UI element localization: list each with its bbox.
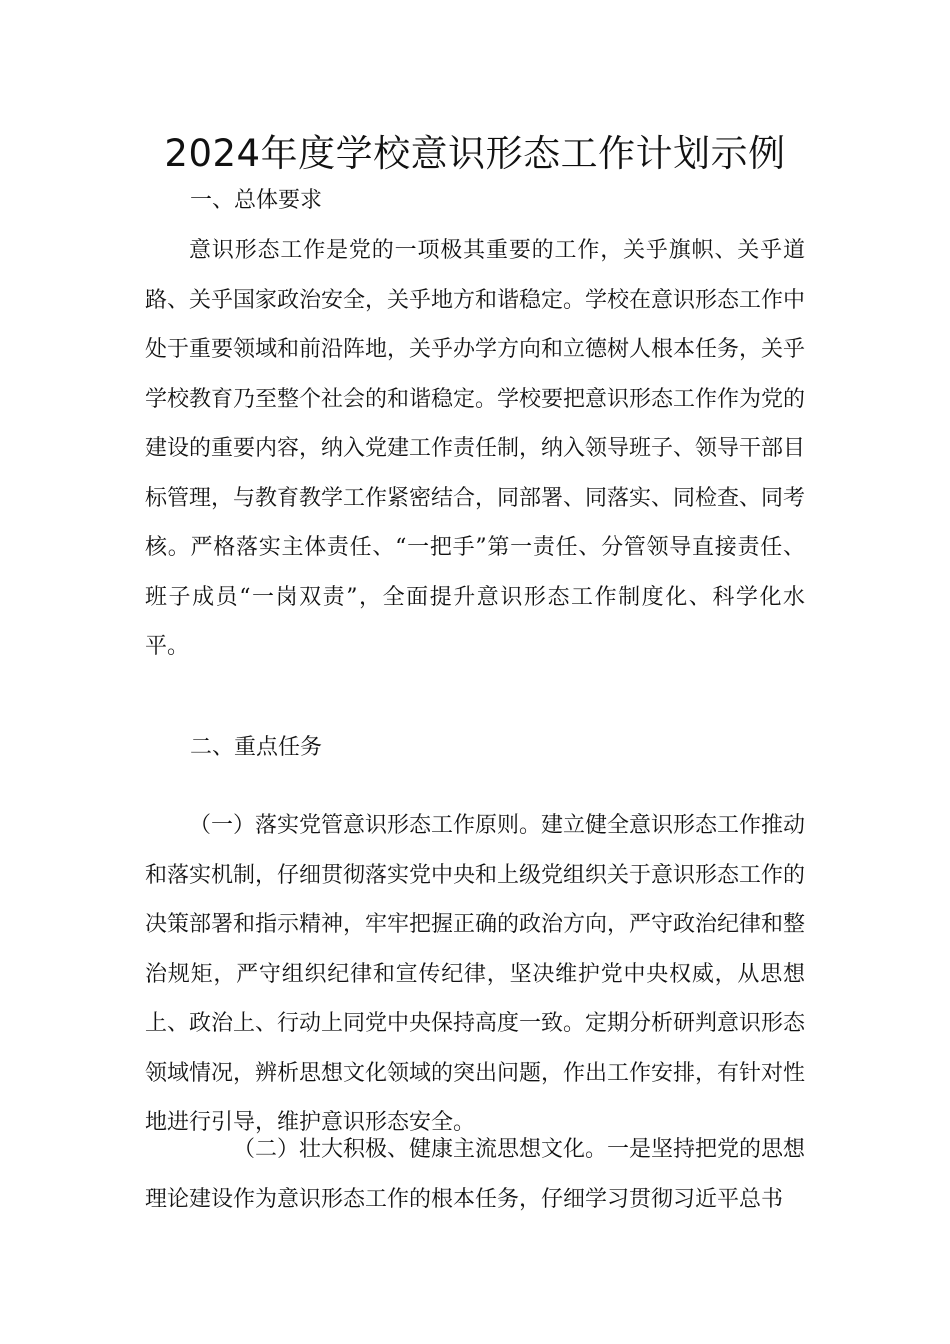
paragraph-general-requirements: 意识形态工作是党的一项极其重要的工作，关乎旗帜、关乎道路、关乎国家政治安全，关乎地方和谐稳定。学校在意识形态工作中处于重要领域和前沿阵地，关乎办学方向和立德树人根本任务，关乎学校教育乃至整个社会的和谐稳定。学校要把意识形态工作作为党的建设的重要内容，纳入党建工作责任制，纳入领导班子、领导干部目标管理，与教育教学工作紧密结合，同部署、同落实、同检查、同考核。严格落实主体责任、“一把手”第一责任、分管领导直接责任、班子成员“一岗双责”，全面提升意识形态工作制度化、科学化水平。 [145, 238, 806, 659]
section-heading-key-tasks: 二、重点任务 [190, 735, 323, 760]
section-heading-general-requirements: 一、总体要求 [190, 188, 323, 213]
paragraph-task-two: （二）壮大积极、健康主流思想文化。一是坚持把党的思想理论建设作为意识形态工作的根本任务，仔细学习贯彻习近平总书 [145, 1137, 806, 1212]
paragraph-task-one: （一）落实党管意识形态工作原则。建立健全意识形态工作推动和落实机制，仔细贯彻落实党中央和上级党组织关于意识形态工作的决策部署和指示精神，牢牢把握正确的政治方向，严守政治纪律和整治规矩，严守组织纪律和宣传纪律，坚决维护党中央权威，从思想上、政治上、行动上同党中央保持高度一致。定期分析研判意识形态领域情况，辨析思想文化领域的突出问题，作出工作安排，有针对性地进行引导，维护意识形态安全。 [145, 813, 806, 1135]
document-title: 2024年度学校意识形态工作计划示例 [164, 132, 786, 175]
